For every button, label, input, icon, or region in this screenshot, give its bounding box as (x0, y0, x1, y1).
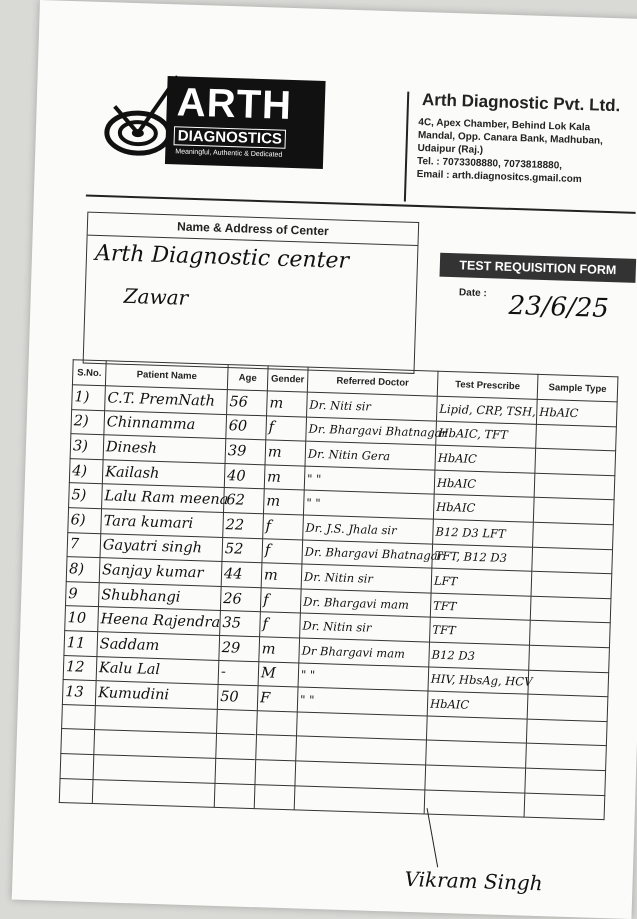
table-cell: Lalu Ram meena (102, 484, 225, 512)
table-cell: Tara kumari (101, 509, 224, 537)
column-header: S.No. (72, 360, 106, 386)
column-header: Test Prescribe (437, 371, 538, 399)
table-cell: m (265, 440, 306, 466)
table-cell: 44 (221, 562, 262, 588)
table-cell: 29 (219, 635, 260, 661)
center-location: Zawar (123, 283, 189, 310)
header-rule (86, 195, 636, 214)
center-name: Arth Diagnostic center (94, 240, 350, 274)
table-cell: 8) (66, 557, 100, 583)
logo-tagline: Meaningful, Authentic & Dedicated (175, 148, 283, 159)
table-cell (93, 754, 216, 782)
table-cell: 11 (64, 631, 98, 657)
table-cell: 52 (222, 537, 263, 563)
table-cell: Dr. Bhargavi Bhatnagar (306, 417, 437, 446)
table-cell: F (257, 686, 298, 712)
table-cell: B12 D3 (429, 642, 530, 670)
table-cell: 9 (65, 581, 99, 607)
table-cell: HbAIC (434, 470, 535, 498)
table-cell: m (267, 391, 308, 417)
table-cell: 56 (227, 390, 268, 416)
table-cell: HbAIC (427, 691, 528, 719)
table-cell (533, 498, 614, 525)
table-cell (257, 710, 298, 736)
requisition-paper (12, 0, 637, 919)
table-cell: B12 D3 LFT (433, 519, 534, 547)
table-cell (256, 735, 297, 761)
table-cell: 13 (62, 680, 96, 706)
table-cell: Chinnamma (104, 410, 227, 438)
table-cell: 1) (72, 385, 106, 411)
table-cell: - (218, 660, 259, 686)
patient-rows (59, 385, 617, 820)
table-cell (216, 734, 257, 760)
table-cell (255, 760, 296, 786)
logo-brand: ARTH (176, 80, 293, 128)
table-cell: Gayatri singh (100, 533, 223, 561)
table-cell: HbAIC (433, 494, 534, 522)
table-cell (524, 793, 605, 820)
column-header: Patient Name (105, 361, 228, 390)
table-cell: Heena Rajendra (98, 607, 221, 635)
table-cell: Lipid, CRP, TSH, HbAIC (436, 396, 537, 424)
table-cell (214, 783, 255, 809)
table-cell (426, 740, 527, 768)
table-cell (535, 448, 616, 475)
table-cell: Dinesh (103, 435, 226, 463)
date-label: Date : (458, 287, 487, 300)
table-cell: Saddam (97, 632, 220, 660)
table-cell (526, 719, 607, 746)
table-cell: HbAIC, TFT (436, 421, 537, 449)
table-cell: 12 (63, 655, 97, 681)
table-cell (536, 424, 617, 451)
table-cell: Dr. Nitin Gera (305, 441, 436, 470)
table-cell (60, 753, 94, 779)
table-cell: Kalu Lal (96, 656, 219, 684)
table-cell: HIV, HbsAg, HCV (428, 667, 529, 695)
table-cell: Kailash (102, 459, 225, 487)
column-header: Referred Doctor (307, 367, 438, 396)
table-cell: 50 (217, 685, 258, 711)
column-header: Gender (267, 366, 308, 392)
table-cell (254, 784, 295, 810)
table-cell: " " (298, 662, 429, 691)
table-cell: f (260, 612, 301, 638)
table-cell: Dr. Bhargavi Bhatnagar (302, 540, 433, 569)
table-cell: 62 (223, 488, 264, 514)
table-cell (529, 645, 610, 672)
signature-stroke (427, 808, 439, 867)
table-cell: M (258, 661, 299, 687)
table-cell: 5) (69, 483, 103, 509)
table-cell: LFT (431, 568, 532, 596)
table-cell (92, 779, 215, 807)
table-cell (530, 596, 611, 623)
table-cell: m (264, 465, 305, 491)
table-cell (61, 729, 95, 755)
table-cell: m (259, 637, 300, 663)
table-cell: Dr. Nitin sir (301, 564, 432, 593)
table-cell (95, 705, 218, 733)
table-cell: 26 (220, 586, 261, 612)
header-divider (404, 92, 409, 202)
table-cell: 10 (65, 606, 99, 632)
table-cell: 40 (224, 463, 265, 489)
table-cell: Dr Bhargavi mam (299, 638, 430, 667)
table-cell (59, 778, 93, 804)
table-cell: 3) (70, 434, 104, 460)
company-logo (165, 76, 326, 169)
table-cell (217, 709, 258, 735)
table-cell (425, 765, 526, 793)
column-header: Age (227, 365, 268, 391)
table-cell: 2) (71, 409, 105, 435)
table-cell: " " (303, 490, 434, 519)
table-cell: TFT (430, 617, 531, 645)
table-cell: m (261, 563, 302, 589)
table-cell: HbAIC (435, 445, 536, 473)
table-cell: 22 (223, 512, 264, 538)
table-cell: TFT (430, 593, 531, 621)
table-cell: " " (304, 466, 435, 495)
table-cell: m (263, 489, 304, 515)
table-cell (534, 473, 615, 500)
table-cell: Dr. J.S. Jhala sir (303, 515, 434, 544)
table-cell: 7 (67, 532, 101, 558)
center-heading: Name & Address of Center (88, 213, 419, 246)
center-box (83, 212, 420, 374)
table-cell (529, 621, 610, 648)
table-cell: 60 (226, 414, 267, 440)
table-cell: Dr. Nitin sir (300, 613, 431, 642)
company-address: 4C, Apex Chamber, Behind Lok Kala Mandal, Opp. Canara Bank, Madhuban, Udaipur (Raj.) Tel. : 7073308880, 7073818880, Email : arth.diagnositcs.gmail.com (416, 116, 604, 186)
table-cell: Shubhangi (98, 582, 221, 610)
table-cell (531, 571, 612, 598)
table-cell: Sanjay kumar (99, 558, 222, 586)
table-cell (426, 716, 527, 744)
table-cell: 4) (69, 458, 103, 484)
table-cell: Dr. Niti sir (307, 392, 438, 421)
table-cell: 6) (68, 508, 102, 534)
date-value: 23/6/25 (508, 290, 610, 325)
table-cell (62, 704, 96, 730)
table-cell: Kumudini (95, 681, 218, 709)
table-cell (527, 694, 608, 721)
doctor-signature: Vikram Singh (404, 866, 543, 896)
table-cell (525, 768, 606, 795)
table-cell (424, 789, 525, 817)
table-cell (294, 785, 425, 814)
table-cell: 39 (225, 439, 266, 465)
table-cell: 35 (220, 611, 261, 637)
table-cell (215, 758, 256, 784)
table-cell: f (266, 415, 307, 441)
table-cell (532, 547, 613, 574)
table-cell (526, 743, 607, 770)
patient-table (59, 359, 619, 820)
table-cell: f (262, 538, 303, 564)
table-cell (94, 730, 217, 758)
table-cell: TFT, B12 D3 (432, 544, 533, 572)
logo-subtitle: DIAGNOSTICS (174, 126, 287, 149)
table-cell: f (260, 587, 301, 613)
table-cell: f (263, 514, 304, 540)
form-title: TEST REQUISITION FORM (440, 253, 637, 283)
table-cell: Dr. Bhargavi mam (300, 589, 431, 618)
table-cell (528, 670, 609, 697)
table-cell (533, 522, 614, 549)
column-header: Sample Type (537, 374, 618, 402)
company-name: Arth Diagnostic Pvt. Ltd. (421, 90, 621, 116)
table-cell: C.T. PremNath (105, 386, 228, 414)
table-cell: " " (297, 687, 428, 716)
